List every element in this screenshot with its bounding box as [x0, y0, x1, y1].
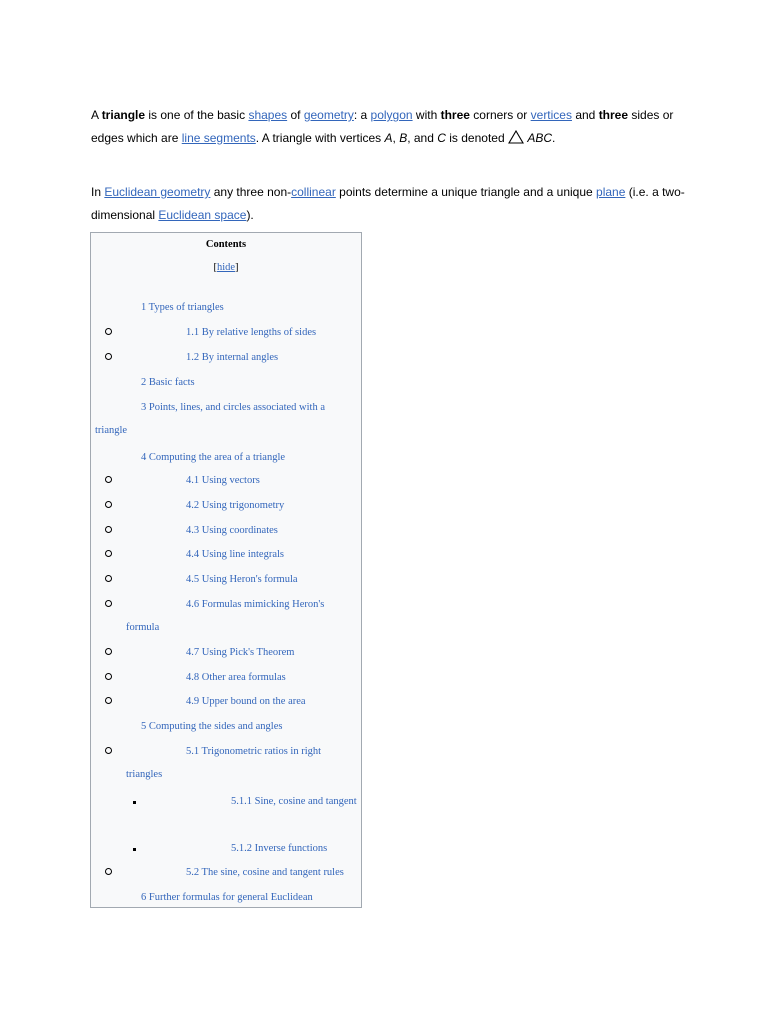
- bullet-shape: [105, 697, 112, 704]
- toc-link[interactable]: 4.7 Using Pick's Theorem: [186, 647, 295, 658]
- circle-bullet-icon: [105, 475, 112, 486]
- vertex-b: B: [399, 130, 408, 145]
- toc-link[interactable]: 5.1 Trigonometric ratios in right triangles: [126, 746, 322, 780]
- bullet-shape: [105, 868, 112, 875]
- bullet-shape: [105, 526, 112, 533]
- square-bullet-icon: [133, 843, 136, 854]
- circle-bullet-icon: [105, 574, 112, 585]
- bracket: [: [213, 262, 217, 273]
- toc-link[interactable]: 4 Computing the area of a triangle: [141, 452, 286, 463]
- circle-bullet-icon: [105, 549, 112, 560]
- intro-paragraph: [91, 104, 691, 151]
- bullet-shape: [105, 648, 112, 655]
- text: (i.e. a two-dimensional: [91, 185, 685, 222]
- link-polygon[interactable]: polygon: [370, 108, 413, 122]
- toc-title: Contents: [205, 239, 247, 250]
- text: any three non-: [210, 185, 292, 199]
- circle-bullet-icon: [105, 525, 112, 536]
- bullet-shape: [105, 328, 112, 335]
- text: with: [412, 108, 441, 122]
- vertex-a: A: [384, 130, 393, 145]
- triangle-symbol-icon: [508, 129, 524, 152]
- toc-link[interactable]: 4.2 Using trigonometry: [186, 500, 285, 511]
- toc-link[interactable]: 4.5 Using Heron's formula: [186, 574, 298, 585]
- bullet-shape: [105, 747, 112, 754]
- bold-three: three: [440, 108, 470, 122]
- bullet-shape: [105, 600, 112, 607]
- text: is denoted: [445, 130, 508, 145]
- circle-bullet-icon: [105, 746, 112, 757]
- link-plane[interactable]: plane: [596, 185, 626, 199]
- circle-bullet-icon: [105, 599, 112, 610]
- link-euclidean-space[interactable]: Euclidean space: [158, 207, 247, 222]
- circle-bullet-icon: [105, 696, 112, 707]
- bullet-shape: [105, 550, 112, 557]
- text: : a: [353, 108, 371, 122]
- bullet-shape: [105, 353, 112, 360]
- text: ,: [392, 130, 400, 145]
- circle-bullet-icon: [105, 647, 112, 658]
- toc-link[interactable]: 4.8 Other area formulas: [186, 672, 286, 683]
- toc-link[interactable]: 4.6 Formulas mimicking Heron's formula: [126, 599, 325, 633]
- circle-bullet-icon: [105, 867, 112, 878]
- toc-link[interactable]: 5 Computing the sides and angles: [141, 721, 283, 732]
- text: . A triangle with vertices: [255, 130, 385, 145]
- circle-bullet-icon: [105, 500, 112, 511]
- toc-link[interactable]: 5.2 The sine, cosine and tangent rules: [186, 867, 344, 878]
- square-bullet-icon: [133, 796, 136, 807]
- bullet-shape: [105, 673, 112, 680]
- toc-link[interactable]: 4.4 Using line integrals: [186, 549, 284, 560]
- text: sides or edges which are: [91, 108, 674, 145]
- circle-bullet-icon: [105, 352, 112, 363]
- bullet-shape: [105, 575, 112, 582]
- euclidean-paragraph: [91, 181, 691, 226]
- toc-link[interactable]: 4.3 Using coordinates: [186, 525, 278, 536]
- circle-bullet-icon: [105, 672, 112, 683]
- triangle-abc: ABC: [527, 130, 552, 145]
- bold-three: three: [598, 108, 629, 122]
- toc-link[interactable]: 1.1 By relative lengths of sides: [186, 327, 317, 338]
- toc-link[interactable]: 5.1.1 Sine, cosine and tangent: [231, 796, 357, 807]
- text: of: [287, 108, 304, 122]
- toc-link[interactable]: 1.2 By internal angles: [186, 352, 279, 363]
- link-vertices[interactable]: vertices: [530, 108, 572, 122]
- toc-link[interactable]: 2 Basic facts: [141, 377, 195, 388]
- link-geometry[interactable]: geometry: [303, 108, 354, 122]
- toc-hide-control: [91, 262, 361, 273]
- table-of-contents: [90, 232, 362, 908]
- toc-link[interactable]: 4.1 Using vectors: [186, 475, 260, 486]
- text: corners or: [469, 108, 531, 122]
- toc-hide-link[interactable]: hide: [216, 262, 236, 273]
- toc-link[interactable]: 1 Types of triangles: [141, 302, 224, 313]
- bullet-shape: [133, 848, 136, 851]
- text: points determine a unique triangle and a unique: [335, 185, 597, 199]
- toc-link[interactable]: 5.1.2 Inverse functions: [231, 843, 328, 854]
- toc-link[interactable]: 4.9 Upper bound on the area: [186, 696, 306, 707]
- bullet-shape: [105, 476, 112, 483]
- text: A: [91, 108, 102, 122]
- bracket: ]: [235, 262, 239, 273]
- vertex-c: C: [437, 130, 446, 145]
- link-shapes[interactable]: shapes: [248, 108, 288, 122]
- text: is one of the basic: [145, 108, 249, 122]
- toc-link[interactable]: 3 Points, lines, and circles associated with a triangle: [95, 402, 326, 436]
- link-collinear[interactable]: collinear: [291, 185, 336, 199]
- text: ).: [246, 207, 254, 222]
- circle-bullet-icon: [105, 327, 112, 338]
- bullet-shape: [133, 801, 136, 804]
- toc-link[interactable]: 6 Further formulas for general Euclidean: [141, 892, 313, 903]
- text: , and: [407, 130, 438, 145]
- text: In: [91, 185, 105, 199]
- bold-triangle: triangle: [101, 108, 146, 122]
- text: .: [552, 130, 556, 145]
- link-line-segments[interactable]: line segments: [181, 130, 256, 145]
- bullet-shape: [105, 501, 112, 508]
- text: and: [571, 108, 599, 122]
- link-euclidean-geometry[interactable]: Euclidean geometry: [104, 185, 211, 199]
